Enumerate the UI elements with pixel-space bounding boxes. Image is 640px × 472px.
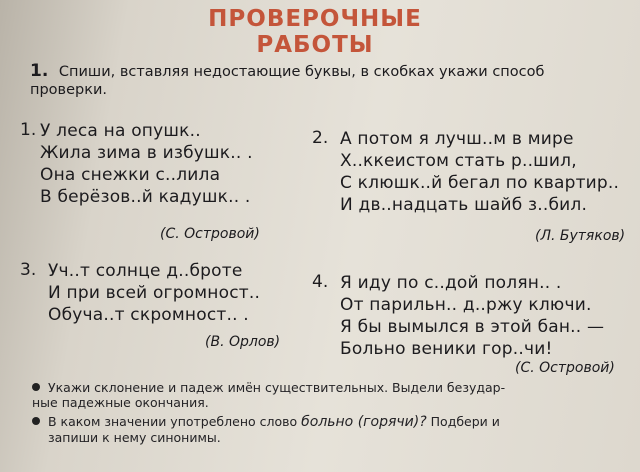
poem-line: В берёзов..й кадушк.. . xyxy=(40,187,251,207)
bullet-task-1 xyxy=(32,380,632,410)
poem-line: Обуча..т скромност.. . xyxy=(48,305,249,325)
task-instruction xyxy=(30,62,620,99)
poem-line: От парильн.. д..ржу ключи. xyxy=(340,295,592,315)
poem-line: У леса на опушк.. xyxy=(40,121,201,141)
bullet-icon xyxy=(32,383,40,391)
poem-3 xyxy=(20,260,261,326)
bullet-italic-word: больно (горячи)? xyxy=(301,414,427,430)
instruction-line-2: проверки. xyxy=(30,82,108,98)
poem-line: Х..ккеистом стать р..шил, xyxy=(340,151,577,171)
poem-number: 1. xyxy=(20,120,37,140)
poem-line: А потом я лучш..м в мире xyxy=(340,129,574,149)
poem-line: Она снежки с..лила xyxy=(40,165,221,185)
bullet-text: ные падежные окончания. xyxy=(32,395,209,410)
poem-author: (С. Островой) xyxy=(160,226,260,242)
bullet-text: Подбери и xyxy=(430,414,500,429)
poem-number: 4. xyxy=(312,272,329,292)
task-number: 1. xyxy=(30,61,49,81)
poem-number: 2. xyxy=(312,128,329,148)
poem-1 xyxy=(20,120,253,208)
poem-number: 3. xyxy=(20,260,37,280)
bullet-text: Укажи склонение и падеж имён существительных. Выдели безудар- xyxy=(48,380,506,395)
poem-author: (С. Островой) xyxy=(515,360,615,376)
bullet-text: запиши к нему синонимы. xyxy=(48,430,221,445)
poem-4 xyxy=(312,272,605,360)
poem-line: И при всей огромност.. xyxy=(48,283,261,303)
poem-line: И дв..надцать шайб з..бил. xyxy=(340,195,588,215)
bullet-text: В каком значении употреблено слово xyxy=(48,414,298,429)
poem-line: Больно веники гор..чи! xyxy=(340,339,553,359)
bullet-task-2 xyxy=(32,414,632,445)
bullet-icon xyxy=(32,417,40,425)
poem-line: С клюшк..й бегал по квартир.. xyxy=(340,173,620,193)
instruction-line-1: Спиши, вставляя недостающие буквы, в скобках укажи способ xyxy=(58,64,545,80)
poem-author: (В. Орлов) xyxy=(205,334,281,350)
poem-line: Уч..т солнце д..броте xyxy=(48,261,243,281)
poem-line: Я бы вымылся в этой бан.. — xyxy=(340,317,605,337)
poem-author: (Л. Бутяков) xyxy=(535,228,626,244)
page-title: ПРОВЕРОЧНЫЕ РАБОТЫ xyxy=(208,6,422,58)
poem-line: Я иду по с..дой полян.. . xyxy=(340,273,562,293)
poem-line: Жила зима в избушк.. . xyxy=(40,143,253,163)
poem-2 xyxy=(312,128,620,216)
